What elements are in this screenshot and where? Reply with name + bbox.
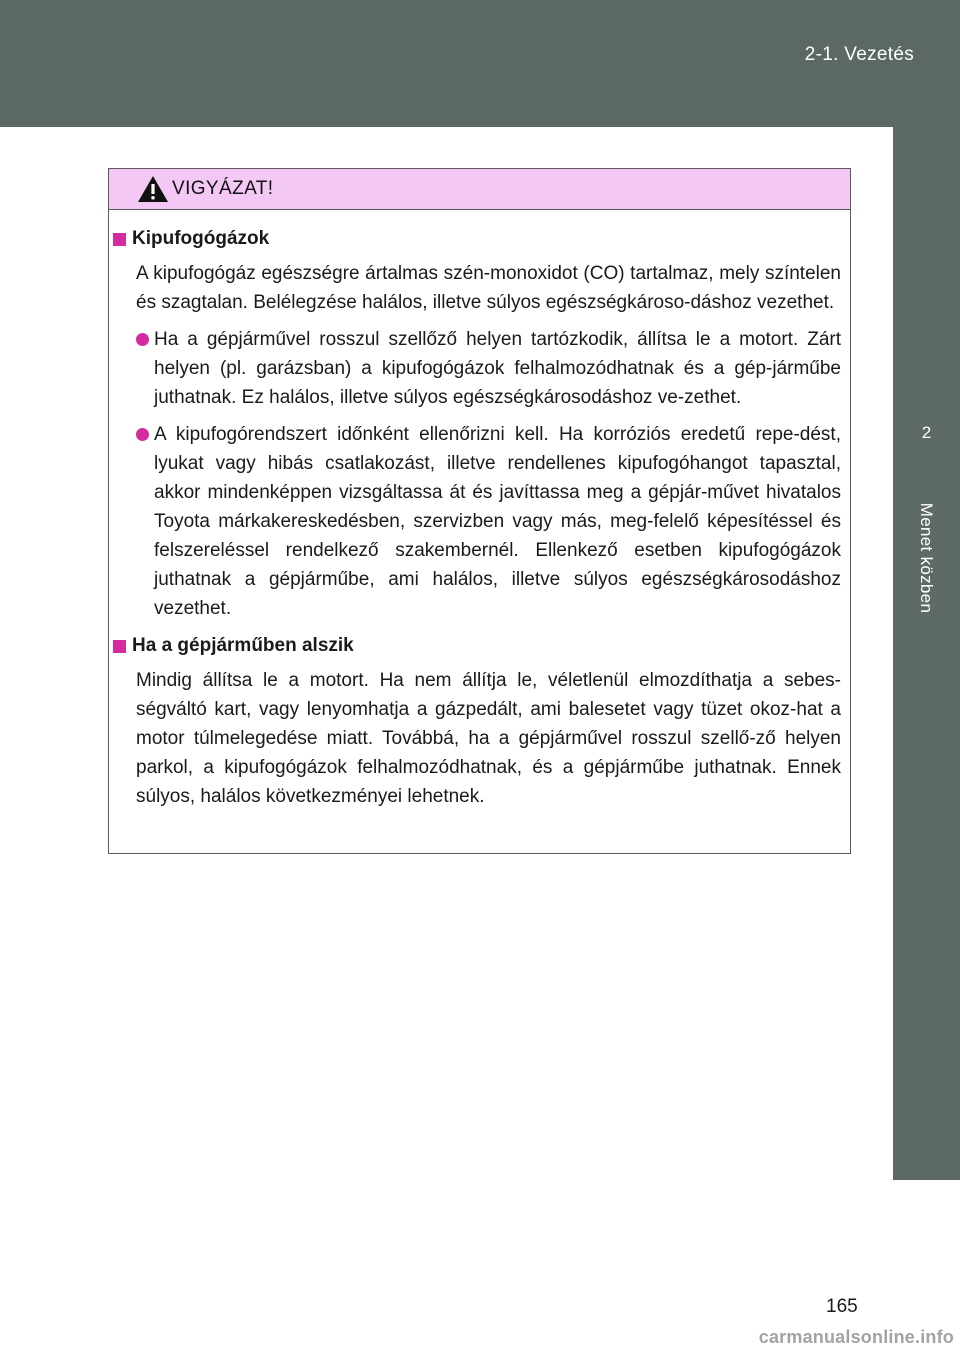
round-bullet-icon <box>136 333 149 346</box>
square-bullet-icon <box>113 233 126 246</box>
list-item <box>136 420 841 623</box>
square-bullet-icon <box>113 640 126 653</box>
warning-box <box>108 168 851 854</box>
section-heading-text: Ha a gépjárműben alszik <box>132 635 354 656</box>
warning-triangle-icon <box>136 174 170 204</box>
list-item-text: Ha a gépjárművel rosszul szellőző helyen tartózkodik, állítsa le a motort. Zárt helyen (pl. garázsban) a kipufogógázok felhalmozódhatnak és a gép-járműbe juthatnak. Ez halálos, illetve súlyos egészségkárosodáshoz ve-zethet. <box>154 329 841 408</box>
watermark: carmanualsonline.info <box>758 1327 954 1347</box>
warning-title: VIGYÁZAT! <box>172 178 274 199</box>
section-heading-text: Kipufogógázok <box>132 228 270 249</box>
section-title: 2-1. Vezetés <box>804 44 914 65</box>
section-paragraph: Mindig állítsa le a motort. Ha nem állítja le, véletlenül elmozdíthatja a sebes-ségváltó kart, vagy lenyomhatja a gázpedált, ami balesetet vagy tüzet okoz-hat a motor túlmelegedése miatt. Továbbá, ha a gépjárművel rosszul szellő-ző helyen parkol, a kipufogógázok felhalmozódhatnak, és a gépjárműbe juthatnak. Ennek súlyos, halálos következményei lehetnek. <box>136 670 841 807</box>
page-number: 165 <box>826 1296 858 1317</box>
round-bullet-icon <box>136 428 149 441</box>
chapter-label: Menet közben <box>917 502 936 614</box>
section-heading <box>113 632 841 660</box>
list-item <box>136 325 841 412</box>
page-header <box>0 0 960 127</box>
warning-header <box>109 169 850 210</box>
section-paragraph: A kipufogógáz egészségre ártalmas szén-monoxidot (CO) tartalmaz, mely színtelen és szagtalan. Belélegzése halálos, illetve súlyos egészségkároso-dáshoz vezethet. <box>136 263 841 313</box>
list-item-text: A kipufogórendszert időnként ellenőrizni kell. Ha korróziós eredetű repe-dést, lyukat vagy hibás csatlakozást, illetve rendellenes kipufogóhangot tapasztal, akkor mindenképpen vizsgáltassa át és javíttassa meg a gépjár-művet hivatalos Toyota márkakereskedésben, szervizben vagy más, meg-felelő képesítéssel és felszereléssel rendelkező szakembernél. Ellenkező esetben kipufogógázok juthatnak a gépjárműbe, ami halálos, illetve súlyos egészségkárosodáshoz vezethet. <box>154 424 841 619</box>
chapter-number: 2 <box>921 423 932 442</box>
warning-body <box>109 210 850 811</box>
section-heading <box>113 225 841 253</box>
